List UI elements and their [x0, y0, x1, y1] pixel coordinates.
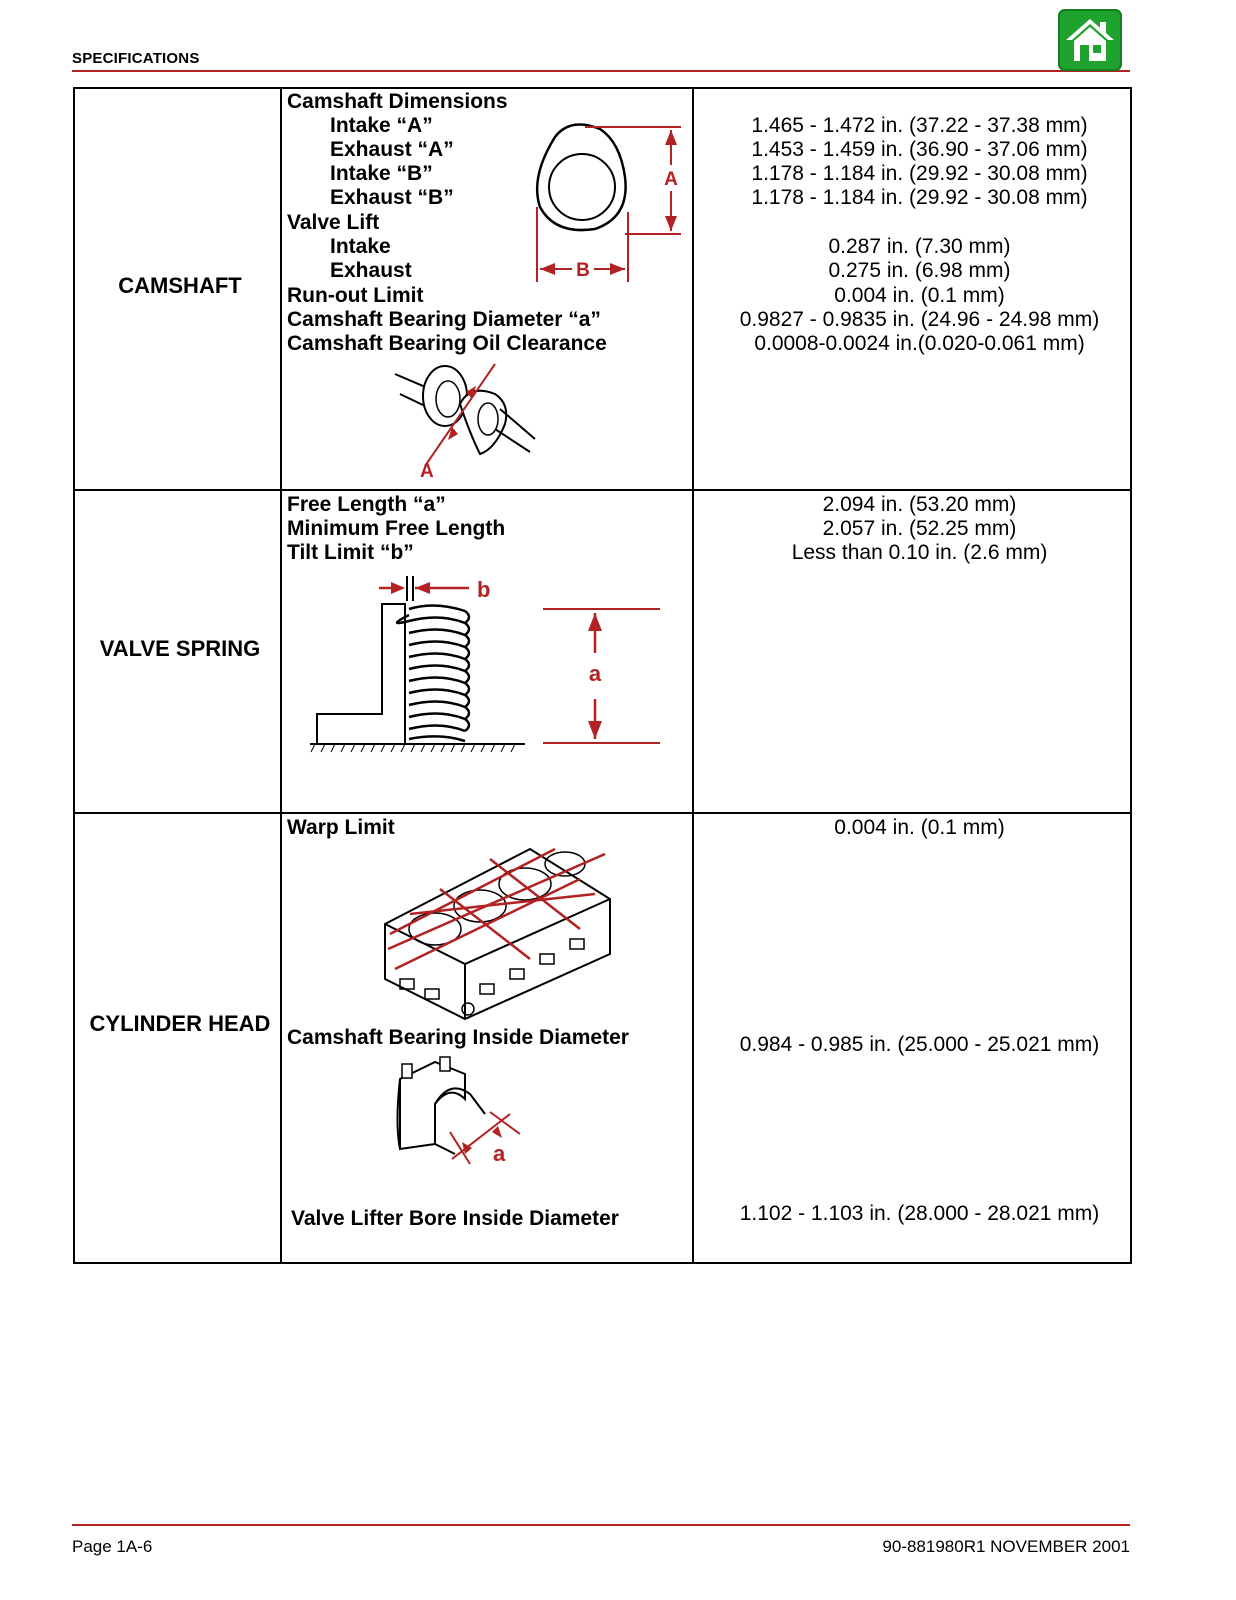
- spec-label: Minimum Free Length: [287, 517, 506, 540]
- spec-value: 0.275 in. (6.98 mm): [828, 259, 1011, 282]
- spec-label: Camshaft Dimensions: [287, 90, 508, 113]
- spec-label: Valve Lift: [287, 211, 380, 234]
- valve-spring-title: VALVE SPRING: [99, 636, 261, 661]
- spec-value: 0.0008-0.0024 in.(0.020-0.061 mm): [754, 332, 1085, 355]
- spec-label: Intake: [330, 235, 391, 258]
- camshaft-bearing-diagram: [390, 354, 540, 479]
- spec-label: Valve Lifter Bore Inside Diameter: [291, 1207, 619, 1230]
- spec-label: Exhaust “A”: [330, 138, 454, 161]
- spec-label: Run-out Limit: [287, 284, 424, 307]
- spec-label: Free Length “a”: [287, 493, 446, 516]
- spec-value: 1.178 - 1.184 in. (29.92 - 30.08 mm): [751, 186, 1088, 209]
- cylinder-head-warp-diagram: [380, 839, 615, 1024]
- spec-label: Camshaft Bearing Inside Diameter: [287, 1026, 629, 1049]
- spec-label: Exhaust: [330, 259, 412, 282]
- header-title: SPECIFICATIONS: [72, 50, 200, 67]
- spec-value: 1.178 - 1.184 in. (29.92 - 30.08 mm): [751, 162, 1088, 185]
- spec-table: [73, 87, 1132, 1264]
- spec-label: Exhaust “B”: [330, 186, 454, 209]
- camshaft-title: CAMSHAFT: [118, 273, 242, 298]
- spec-value: 1.453 - 1.459 in. (36.90 - 37.06 mm): [751, 138, 1088, 161]
- bearing-cap-diagram: [390, 1054, 525, 1189]
- page-number: Page 1A-6: [72, 1537, 153, 1556]
- spec-label: Camshaft Bearing Diameter “a”: [287, 308, 601, 331]
- cylinder-head-row: [75, 812, 1130, 1264]
- bearing-label-a: A: [420, 461, 434, 479]
- document-id: 90-881980R1 NOVEMBER 2001: [882, 1537, 1130, 1556]
- spec-value: 1.102 - 1.103 in. (28.000 - 28.021 mm): [739, 1202, 1100, 1225]
- lobe-label-b: B: [576, 260, 590, 281]
- spring-label-a: a: [588, 661, 602, 686]
- home-icon: [1064, 15, 1116, 65]
- spec-label: Intake “B”: [330, 162, 433, 185]
- spec-value: 0.004 in. (0.1 mm): [834, 284, 1005, 307]
- spec-value: 2.094 in. (53.20 mm): [822, 493, 1017, 516]
- spec-value: Less than 0.10 in. (2.6 mm): [791, 541, 1048, 564]
- cam-lobe-diagram: [525, 117, 695, 287]
- spec-value: 2.057 in. (52.25 mm): [822, 517, 1017, 540]
- spec-value: 0.287 in. (7.30 mm): [828, 235, 1011, 258]
- spring-label-b: b: [477, 577, 491, 602]
- camshaft-row: [75, 89, 1130, 489]
- valve-spring-diagram: [305, 571, 665, 756]
- spec-value: 0.9827 - 0.9835 in. (24.96 - 24.98 mm): [739, 308, 1100, 331]
- cylinder-head-title: CYLINDER HEAD: [89, 1011, 271, 1036]
- spec-value: 0.984 - 0.985 in. (25.000 - 25.021 mm): [739, 1033, 1100, 1056]
- spec-label: Tilt Limit “b”: [287, 541, 414, 564]
- spec-value: 0.004 in. (0.1 mm): [834, 816, 1005, 839]
- spec-label: Intake “A”: [330, 114, 433, 137]
- spec-value: 1.465 - 1.472 in. (37.22 - 37.38 mm): [751, 114, 1088, 137]
- spec-label: Warp Limit: [287, 816, 395, 839]
- valve-spring-row: [75, 489, 1130, 812]
- footer-rule: [72, 1524, 1130, 1526]
- header-rule: [72, 70, 1130, 72]
- bearing-cap-label-a: a: [493, 1141, 506, 1166]
- spec-label: Camshaft Bearing Oil Clearance: [287, 332, 607, 355]
- home-button[interactable]: [1058, 9, 1122, 71]
- lobe-label-a: A: [664, 169, 678, 190]
